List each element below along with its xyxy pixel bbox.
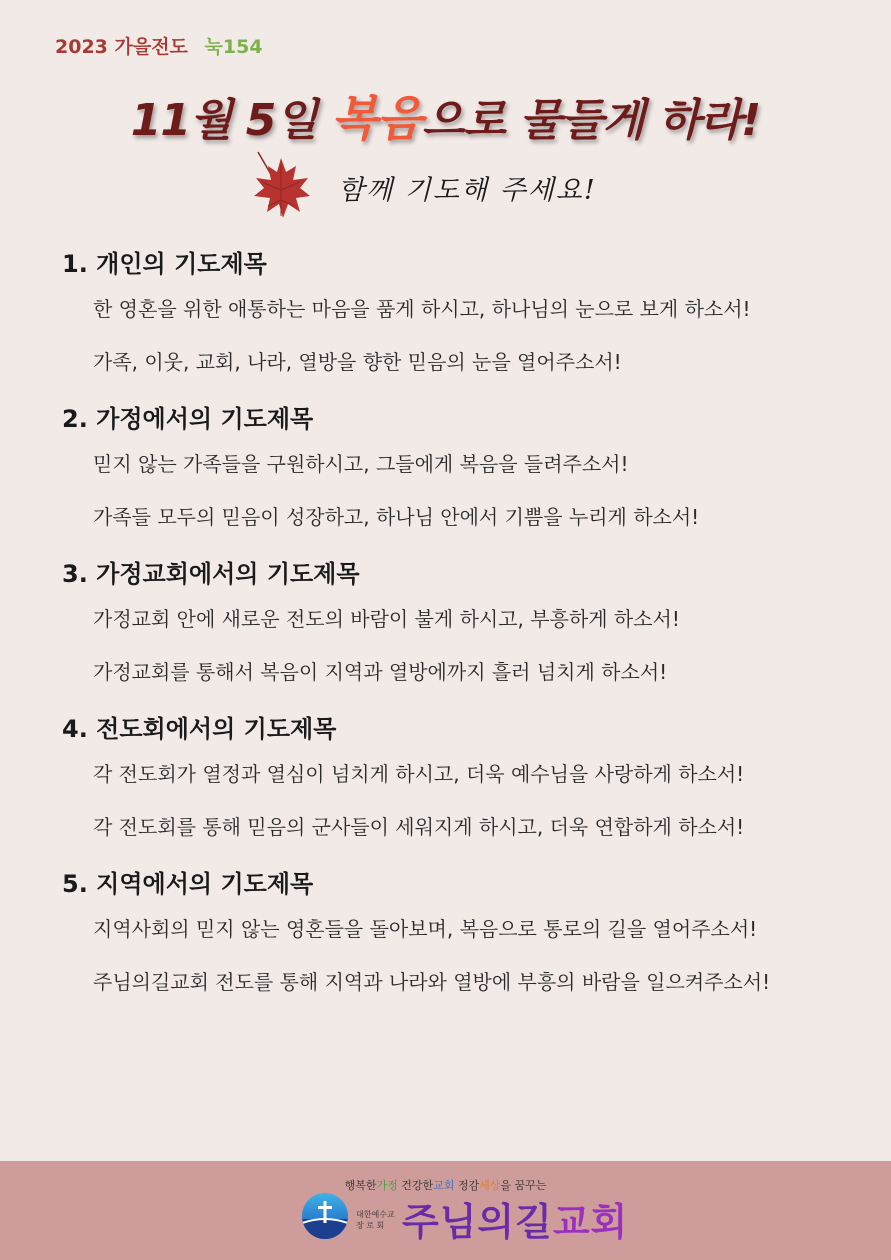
prayer-sections	[62, 245, 862, 1020]
footer	[0, 1161, 891, 1260]
page-title	[0, 80, 891, 149]
slogan-word-church: 교회	[433, 1179, 455, 1192]
slogan-text: 행복한	[344, 1179, 377, 1192]
section-title: 4. 전도회에서의 기도제목	[62, 715, 337, 743]
section-title: 3. 가정교회에서의 기도제목	[62, 560, 360, 588]
prayer-section-mission-society	[62, 710, 862, 854]
prayer-section-personal	[62, 245, 862, 389]
prayer-section-region	[62, 865, 862, 1009]
prayer-item: 가정교회를 통해서 복음이 지역과 열방에까지 흘러 넘치게 하소서!	[93, 660, 668, 684]
pray-together-subtitle: 함께 기도해 주세요!	[338, 175, 597, 206]
prayer-item: 한 영혼을 위한 애통하는 마음을 품게 하시고, 하나님의 눈으로 보게 하소서!	[93, 297, 751, 321]
denomination-line: 장 로 회	[356, 1221, 385, 1230]
prayer-item: 믿지 않는 가족들을 구원하시고, 그들에게 복음을 들려주소서!	[93, 452, 629, 476]
prayer-section-family	[62, 400, 862, 544]
maple-leaf-icon	[250, 150, 312, 222]
prayer-item: 가족, 이웃, 교회, 나라, 열방을 향한 믿음의 눈을 열어주소서!	[93, 350, 622, 374]
church-name-suffix: 교회	[552, 1199, 629, 1244]
title-suffix: 으로 물들게 하라!	[422, 95, 761, 146]
year-label: 2023 가을전도	[55, 36, 188, 58]
prayer-section-house-church	[62, 555, 862, 699]
slogan-text: 정감	[454, 1179, 480, 1192]
church-name-logo	[402, 1191, 628, 1246]
section-title: 5. 지역에서의 기도제목	[62, 870, 314, 898]
prayer-item: 가정교회 안에 새로운 전도의 바람이 불게 하시고, 부흥하게 하소서!	[93, 607, 680, 631]
top-label	[55, 32, 263, 59]
denomination-line: 대한예수교	[356, 1210, 395, 1219]
prayer-item: 지역사회의 믿지 않는 영혼들을 돌아보며, 복음으로 통로의 길을 열어주소서!	[93, 917, 758, 941]
slogan-text: 을 꿈꾸는	[500, 1179, 547, 1192]
prayer-item: 가족들 모두의 믿음이 성장하고, 하나님 안에서 기쁨을 누리게 하소서!	[93, 505, 700, 529]
title-accent: 복음	[331, 91, 422, 147]
prayer-item: 각 전도회를 통해 믿음의 군사들이 세워지게 하시고, 더욱 연합하게 하소서!	[93, 815, 745, 839]
cross-logo-icon	[302, 1193, 348, 1239]
slogan-word-world: 세상	[479, 1179, 501, 1192]
verse-label: 눅154	[204, 36, 263, 58]
church-name: 주님의길	[402, 1199, 553, 1244]
prayer-item: 주님의길교회 전도를 통해 지역과 나라와 열방에 부흥의 바람을 일으켜주소서!	[93, 970, 771, 994]
section-title: 2. 가정에서의 기도제목	[62, 405, 314, 433]
title-prefix: 11월 5일	[130, 95, 332, 146]
slogan-word-family: 가정	[376, 1179, 398, 1192]
slogan-text: 건강한	[397, 1179, 434, 1192]
denomination-label	[356, 1209, 395, 1231]
prayer-item: 각 전도회가 열정과 열심이 넘치게 하시고, 더욱 예수님을 사랑하게 하소서!	[93, 762, 745, 786]
section-title: 1. 개인의 기도제목	[62, 250, 267, 278]
